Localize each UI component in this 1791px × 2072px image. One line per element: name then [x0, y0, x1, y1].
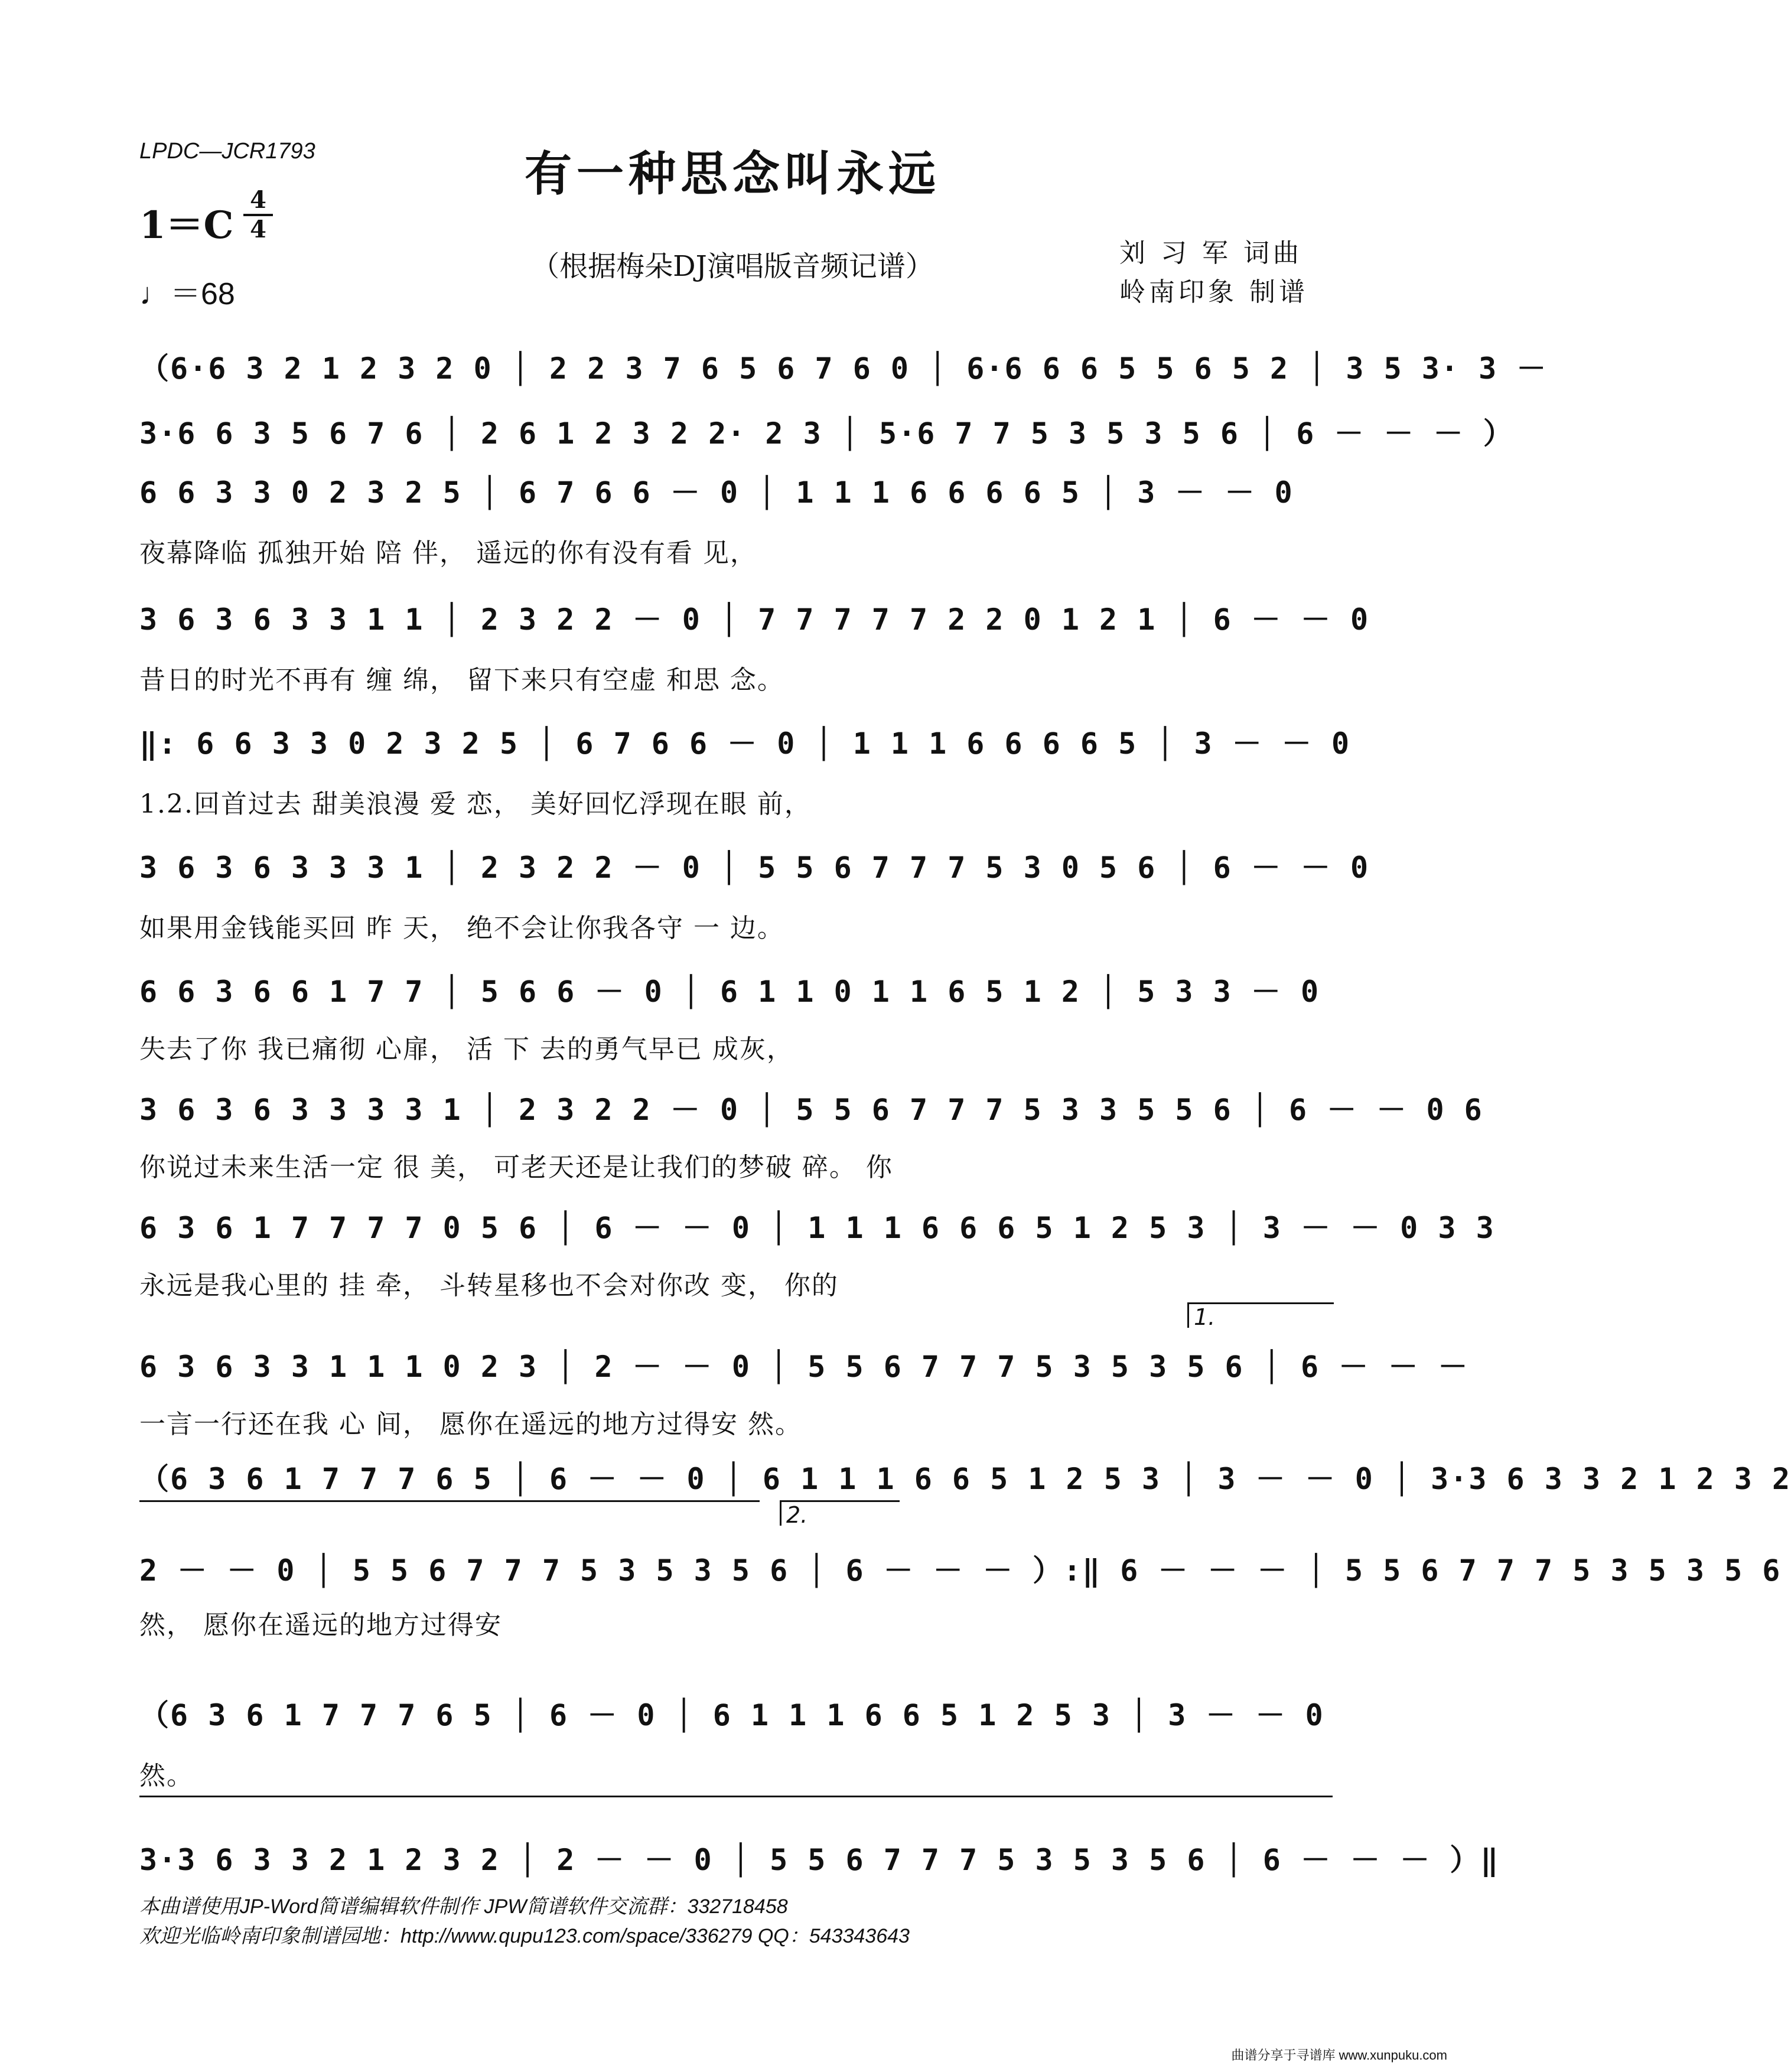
notes-line: 6 3 6 3 3 1 1 1 0 2 3 │ 2 － － 0 │ 5 5 6 7 7 7 5 3 5 3 5 6 │ 6 － － － [139, 1350, 1469, 1384]
time-signature [243, 188, 273, 242]
system-10 [139, 1335, 1469, 1439]
lyrics-line: 如果用金钱能买回 昨 天， 绝不会让你我各守 一 边。 [139, 913, 784, 943]
system-6 [139, 836, 1370, 943]
song-title: 有一种思念叫永远 [525, 146, 940, 201]
bracket-line-final [139, 1796, 1333, 1797]
system-11 [139, 1447, 1791, 1506]
first-ending-bracket [1187, 1302, 1334, 1328]
second-ending-label: 2. [786, 1502, 808, 1528]
score-code: LPDC—JCR1793 [139, 139, 315, 164]
lyrics-line: 然， 愿你在遥远的地方过得安 [139, 1610, 502, 1640]
system-8 [139, 1078, 1483, 1182]
tempo-marking: ♩＝68 [139, 277, 235, 311]
notes-line: 3·6 6 3 5 6 7 6 │ 2 6 1 2 3 2 2· 2 3 │ 5·6 7 7 5 3 5 3 5 6 │ 6 － － － ） [139, 416, 1514, 451]
lyrics-line: 昔日的时光不再有 缠 绵， 留下来只有空虚 和思 念。 [139, 665, 784, 695]
lyrics-line: 永远是我心里的 挂 牵， 斗转星移也不会对你改 变， 你的 [139, 1270, 839, 1301]
notes-line: 3 6 3 6 3 3 1 1 │ 2 3 2 2 － 0 │ 7 7 7 7 7 2 2 0 1 2 1 │ 6 － － 0 [139, 602, 1370, 637]
system-4 [139, 588, 1370, 695]
system-7 [139, 960, 1333, 1064]
lyrics-line: 夜幕降临 孤独开始 陪 伴， 遥远的你有没有看 见， [139, 538, 757, 568]
system-12 [139, 1539, 1782, 1640]
system-1 [139, 337, 1548, 396]
notes-line: （6 3 6 1 7 7 7 6 5 │ 6 － 0 │ 6 1 1 1 6 6 5 1 2 5 3 │ 3 － － 0 [139, 1698, 1324, 1732]
system-14 [139, 1828, 1500, 1887]
system-2 [139, 402, 1514, 461]
notes-line: （6·6 3 2 1 2 3 2 0 │ 2 2 3 7 6 5 6 7 6 0 │ 6·6 6 6 5 5 6 5 2 │ 3 5 3· 3 － [139, 351, 1548, 386]
lyrics-line: 然。 [139, 1761, 194, 1791]
footer-line-2: 欢迎光临岭南印象制谱园地：http://www.qupu123.com/space/336279 QQ：543343643 [139, 1925, 910, 1947]
watermark: 曲谱分享于寻谱库 www.xunpuku.com [1231, 2048, 1447, 2063]
subtitle: （根据梅朵DJ演唱版音频记谱） [531, 250, 934, 283]
meter-bottom: 4 [250, 216, 266, 243]
credit-lyrics-music: 刘 习 军 词曲 [1119, 238, 1302, 268]
notes-line: 3·3 6 3 3 2 1 2 3 2 │ 2 － － 0 │ 5 5 6 7 7 7 5 3 5 3 5 6 │ 6 － － － ）‖ [139, 1843, 1500, 1877]
system-13 [139, 1683, 1333, 1791]
key-signature: 1＝C [139, 203, 234, 247]
notes-line: 6 6 3 3 0 2 3 2 5 │ 6 7 6 6 － 0 │ 1 1 1 6 6 6 6 5 │ 3 － － 0 [139, 475, 1294, 510]
notes-line: 2 － － 0 │ 5 5 6 7 7 7 5 3 5 3 5 6 │ 6 － － － ）:‖ 6 － － － │ 5 5 6 7 7 7 5 3 5 3 5 6 [139, 1553, 1782, 1588]
meter-top: 4 [250, 186, 266, 214]
system-5 [139, 712, 1351, 819]
lyrics-line: 1.2.回首过去 甜美浪漫 爱 恋， 美好回忆浮现在眼 前， [139, 789, 812, 819]
notes-line: 3 6 3 6 3 3 3 1 │ 2 3 2 2 － 0 │ 5 5 6 7 7 7 5 3 0 5 6 │ 6 － － 0 [139, 851, 1370, 885]
lyrics-line: 一言一行还在我 心 间， 愿你在遥远的地方过得安 然。 [139, 1409, 802, 1439]
lyrics-line: 失去了你 我已痛彻 心扉， 活 下 去的勇气早已 成灰， [139, 1034, 794, 1064]
notes-line: ‖: 6 6 3 3 0 2 3 2 5 │ 6 7 6 6 － 0 │ 1 1 1 6 6 6 6 5 │ 3 － － 0 [139, 726, 1351, 761]
bracket-line [139, 1500, 760, 1502]
footer-line-1: 本曲谱使用JP-Word简谱编辑软件制作 JPW简谱软件交流群：332718458 [139, 1895, 788, 1918]
lyrics-line: 你说过未来生活一定 很 美， 可老天还是让我们的梦破 碎。 你 [139, 1152, 893, 1182]
system-9 [139, 1196, 1495, 1301]
second-ending-bracket [780, 1500, 900, 1526]
notes-line: 6 3 6 1 7 7 7 7 0 5 6 │ 6 － － 0 │ 1 1 1 6 6 6 5 1 2 5 3 │ 3 － － 0 3 3 [139, 1211, 1495, 1245]
credit-transcriber: 岭南印象 制谱 [1119, 277, 1308, 307]
notes-line: 6 6 3 6 6 1 7 7 │ 5 6 6 － 0 │ 6 1 1 0 1 1 6 5 1 2 │ 5 3 3 － 0 [139, 975, 1320, 1009]
system-3 [139, 461, 1333, 568]
first-ending-label: 1. [1194, 1304, 1216, 1330]
notes-line: （6 3 6 1 7 7 7 6 5 │ 6 － － 0 │ 6 1 1 1 6 6 5 1 2 5 3 │ 3 － － 0 │ 3·3 6 3 3 2 1 2 3 2 [139, 1462, 1791, 1496]
notes-line: 3 6 3 6 3 3 3 3 1 │ 2 3 2 2 － 0 │ 5 5 6 7 7 7 5 3 3 5 5 6 │ 6 － － 0 6 [139, 1093, 1483, 1127]
